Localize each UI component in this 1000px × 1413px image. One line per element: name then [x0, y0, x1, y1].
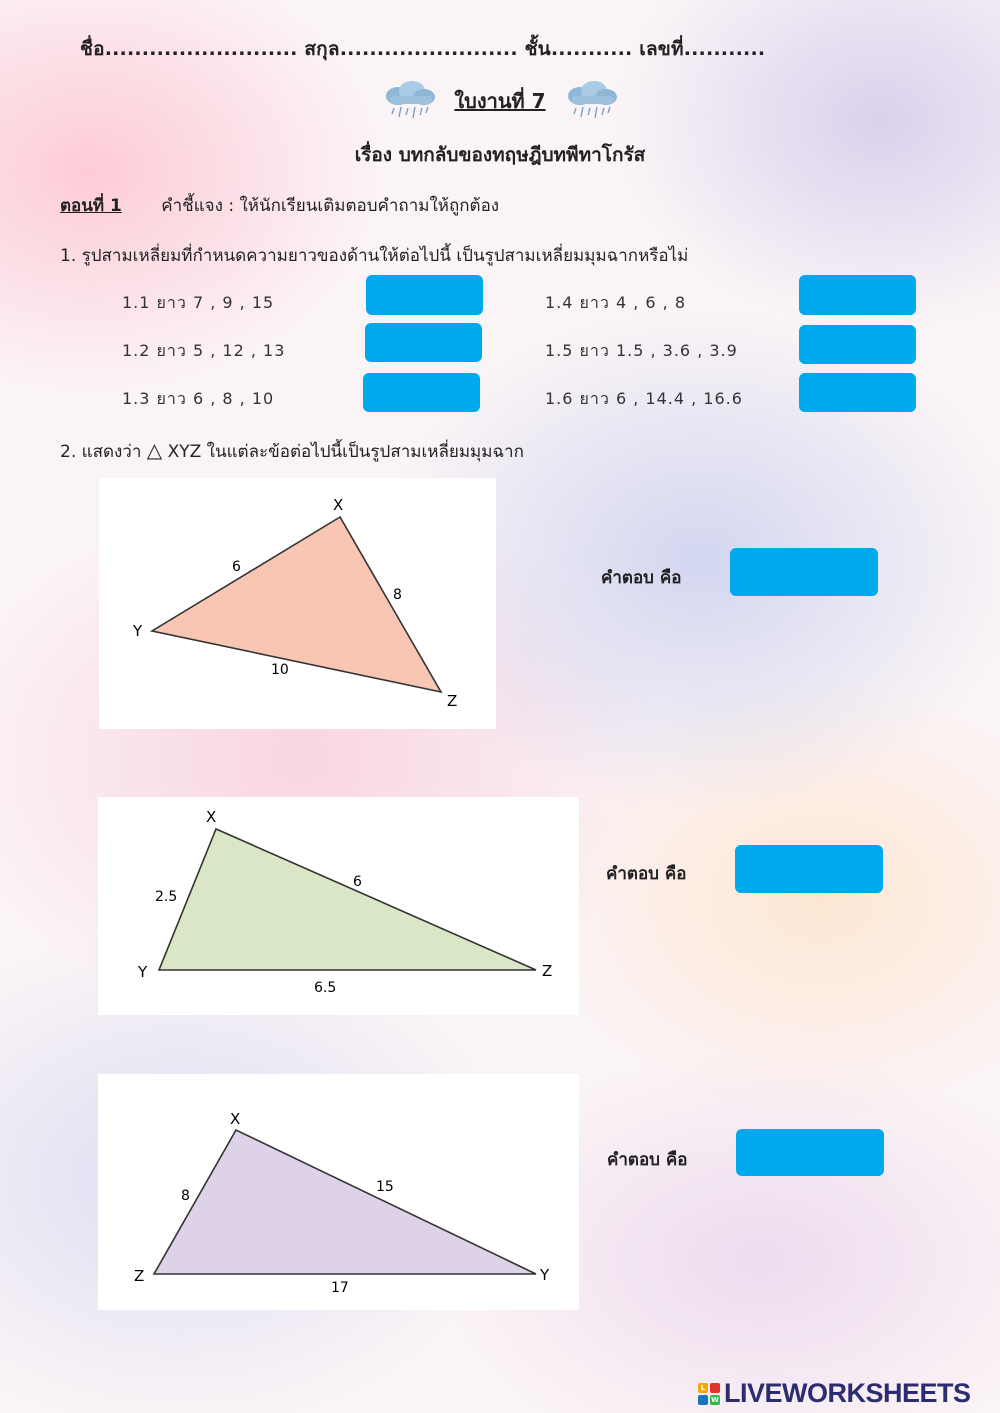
triangle-3-vertex-z: Z [134, 1267, 145, 1285]
triangle-1-vertex-x: X [333, 496, 344, 514]
worksheet-subtitle: เรื่อง บทกลับของทฤษฎีบทพีทาโกรัส [354, 144, 646, 166]
logo-text: LIVEWORKSHEETS [724, 1378, 971, 1408]
answer-input-1-2[interactable] [365, 323, 482, 362]
triangle-1-vertex-y: Y [133, 622, 143, 640]
rain-cloud-icon [380, 80, 438, 122]
triangle-3-vertex-x: X [230, 1110, 241, 1128]
answer-label-1: คำตอบ คือ [601, 568, 682, 588]
answer-input-2-2[interactable] [735, 845, 883, 893]
triangle-2-shape [159, 829, 536, 970]
triangle-2-side-xz: 6 [353, 874, 362, 890]
triangle-2-side-yz: 6.5 [314, 980, 337, 996]
liveworksheets-logo [698, 1378, 971, 1409]
triangle-1-side-xz: 8 [393, 587, 402, 603]
answer-label-2: คำตอบ คือ [606, 864, 687, 884]
answer-input-1-3[interactable] [363, 373, 480, 412]
triangle-1-side-xy: 6 [232, 559, 241, 575]
instruction-text: คำชี้แจง : ให้นักเรียนเติมตอบคำถามให้ถูกต้อง [161, 196, 500, 216]
q1-item-1-6: 1.6 ยาว 6 , 14.4 , 16.6 [545, 389, 743, 408]
question-1-text: 1. รูปสามเหลี่ยมที่กำหนดความยาวของด้านให้ต่อไปนี้ เป็นรูปสามเหลี่ยมมุมฉากหรือไม่ [60, 246, 689, 266]
rain-cloud-icon [562, 80, 620, 122]
answer-input-1-1[interactable] [366, 275, 483, 315]
triangle-2-side-xy: 2.5 [155, 889, 178, 905]
part-instruction [60, 192, 499, 219]
answer-input-1-5[interactable] [799, 325, 916, 364]
student-info-line: ชื่อ.......................... สกุล........................ ชั้น........... เลขที่........... [80, 38, 766, 60]
q2-text-after: XYZ ในแต่ละข้อต่อไปนี้เป็นรูปสามเหลี่ยมมุมฉาก [162, 442, 524, 462]
q1-item-1-2: 1.2 ยาว 5 , 12 , 13 [122, 341, 286, 360]
triangle-figure-2 [98, 797, 579, 1015]
triangle-3-vertex-y: Y [540, 1266, 550, 1284]
title-row [0, 80, 1000, 122]
q1-item-1-5: 1.5 ยาว 1.5 , 3.6 , 3.9 [545, 341, 738, 360]
q1-item-1-1: 1.1 ยาว 7 , 9 , 15 [122, 293, 275, 312]
answer-input-1-4[interactable] [799, 275, 916, 315]
triangle-2-vertex-z: Z [542, 962, 553, 980]
triangle-3-side-xz: 8 [181, 1188, 190, 1204]
triangle-figure-3 [98, 1074, 579, 1310]
triangle-1-side-yz: 10 [271, 662, 289, 678]
triangle-3-side-xy: 15 [376, 1179, 394, 1195]
worksheet-title: ใบงานที่ 7 [454, 89, 546, 113]
triangle-3-shape [154, 1130, 536, 1274]
triangle-2-vertex-y: Y [138, 963, 148, 981]
answer-input-2-1[interactable] [730, 548, 878, 596]
answer-input-1-6[interactable] [799, 373, 916, 412]
q2-text-before: 2. แสดงว่า [60, 442, 142, 462]
triangle-figure-1 [99, 478, 496, 729]
triangle-1-vertex-z: Z [447, 692, 458, 710]
q1-item-1-3: 1.3 ยาว 6 , 8 , 10 [122, 389, 275, 408]
logo-mark-icon: L W [698, 1383, 720, 1405]
triangle-1-shape [152, 517, 441, 692]
triangle-3-side-zy: 17 [331, 1280, 349, 1296]
question-2-text [60, 438, 524, 465]
answer-input-2-3[interactable] [736, 1129, 884, 1176]
answer-label-3: คำตอบ คือ [607, 1150, 688, 1170]
triangle-2-vertex-x: X [206, 808, 217, 826]
part-label: ตอนที่ 1 [60, 196, 122, 216]
triangle-symbol-icon: △ [146, 438, 163, 462]
q1-item-1-4: 1.4 ยาว 4 , 6 , 8 [545, 293, 687, 312]
